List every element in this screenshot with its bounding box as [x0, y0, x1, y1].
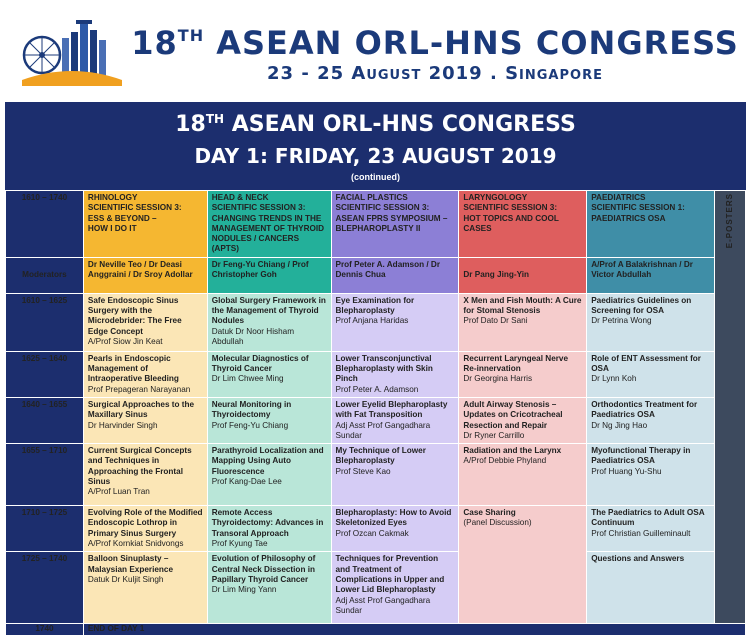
- skyline-logo-icon: [20, 10, 125, 90]
- moderators-row: [6, 257, 746, 293]
- banner-subtitle: 23 - 25 August 2019 . Singapore: [267, 63, 603, 84]
- moderators-rhinology: Dr Neville Teo / Dr Deasi Anggraini / Dr Sroy Adollar: [83, 257, 207, 293]
- talk-cell: Pearls in Endoscopic Management of Intraoperative Bleeding Prof Prepageran Narayanan: [83, 351, 207, 397]
- time-cell: 1640 – 1655: [6, 397, 84, 443]
- time-cell: 1725 – 1740: [6, 552, 84, 624]
- session-header-facial-plastics: FACIAL PLASTICS SCIENTIFIC SESSION 3: ASEAN FPRS SYMPOSIUM – BLEPHAROPLASTY II: [331, 191, 459, 258]
- talk-row: [6, 506, 746, 552]
- banner-title: 18TH ASEAN ORL-HNS CONGRESS: [131, 24, 739, 62]
- talk-row: [6, 552, 746, 624]
- talk-cell: Safe Endoscopic Sinus Surgery with the Microdebrider: The Free Edge Concept A/Prof Siow Jin Keat: [83, 293, 207, 351]
- congress-banner: [0, 0, 750, 100]
- talk-cell: The Paediatrics to Adult OSA Continuum Prof Christian Guilleminault: [587, 506, 715, 552]
- talk-cell: Evolution of Philosophy of Central Neck Dissection in Papillary Thyroid Cancer Dr Lim Ming Yann: [207, 552, 331, 624]
- talk-cell: Surgical Approaches to the Maxillary Sinus Dr Harvinder Singh: [83, 397, 207, 443]
- talk-cell: Parathyroid Localization and Mapping Using Auto Fluorescence Prof Kang-Dae Lee: [207, 444, 331, 506]
- time-cell: 1740: [6, 624, 84, 636]
- time-cell: 1710 – 1725: [6, 506, 84, 552]
- moderators-paediatrics: A/Prof A Balakrishnan / Dr Victor Abdullah: [587, 257, 715, 293]
- end-row: [6, 624, 746, 636]
- talk-cell: Balloon Sinuplasty – Malaysian Experience Datuk Dr Kuljit Singh: [83, 552, 207, 624]
- talk-cell: Role of ENT Assessment for OSA Dr Lynn Koh: [587, 351, 715, 397]
- talk-cell: Questions and Answers: [587, 552, 715, 624]
- session-header-laryngology: LARYNGOLOGY SCIENTIFIC SESSION 3: HOT TOPICS AND COOL CASES: [459, 191, 587, 258]
- talk-cell: Case Sharing (Panel Discussion): [459, 506, 587, 624]
- talk-row: [6, 351, 746, 397]
- session-header-rhinology: RHINOLOGY SCIENTIFIC SESSION 3: ESS & BEYOND – HOW I DO IT: [83, 191, 207, 258]
- talk-row: [6, 397, 746, 443]
- end-of-day-label: END OF DAY 1: [83, 624, 745, 636]
- session-header-row: [6, 191, 746, 258]
- time-cell: 1610 – 1625: [6, 293, 84, 351]
- talk-cell: Techniques for Prevention and Treatment of Complications in Upper and Lower Lid Blepharoplasty Adj Asst Prof Gangadhara Sundar: [331, 552, 459, 624]
- programme-header: [5, 102, 746, 190]
- talk-cell: Global Surgery Framework in the Management of Thyroid Nodules Datuk Dr Noor Hisham Abdullah: [207, 293, 331, 351]
- time-cell: 1625 – 1640: [6, 351, 84, 397]
- talk-cell: Lower Eyelid Blepharoplasty with Fat Transposition Adj Asst Prof Gangadhara Sundar: [331, 397, 459, 443]
- talk-cell: Current Surgical Concepts and Techniques in Approaching the Frontal Sinus A/Prof Luan Tran: [83, 444, 207, 506]
- talk-row: [6, 444, 746, 506]
- talk-cell: Recurrent Laryngeal Nerve Re-innervation Dr Georgina Harris: [459, 351, 587, 397]
- programme-panel: [5, 102, 746, 634]
- programme-title: 18TH ASEAN ORL-HNS CONGRESS: [175, 112, 576, 137]
- session-header-head-neck: HEAD & NECK SCIENTIFIC SESSION 3: CHANGING TRENDS IN THE MANAGEMENT OF THYROID NODULES / CANCERS (APTS): [207, 191, 331, 258]
- talk-cell: Myofunctional Therapy in Paediatrics OSA Prof Huang Yu-Shu: [587, 444, 715, 506]
- programme-continued: (continued): [351, 172, 400, 182]
- talk-row: [6, 293, 746, 351]
- time-cell: 1655 – 1710: [6, 444, 84, 506]
- talk-cell: Evolving Role of the Modified Endoscopic Lothrop in Primary Sinus Surgery A/Prof Kornkiat Snidvongs: [83, 506, 207, 552]
- talk-cell: Radiation and the Larynx A/Prof Debbie Phyland: [459, 444, 587, 506]
- moderators-facial-plastics: Prof Peter A. Adamson / Dr Dennis Chua: [331, 257, 459, 293]
- session-header-paediatrics: PAEDIATRICS SCIENTIFIC SESSION 1: PAEDIATRICS OSA: [587, 191, 715, 258]
- talk-cell: Paediatrics Guidelines on Screening for OSA Dr Petrina Wong: [587, 293, 715, 351]
- talk-cell: Adult Airway Stenosis – Updates on Cricotracheal Resection and Repair Dr Ryner Carrillo: [459, 397, 587, 443]
- time-cell: 1610 – 1740: [6, 191, 84, 258]
- moderators-head-neck: Dr Feng-Yu Chiang / Prof Christopher Goh: [207, 257, 331, 293]
- moderators-label: Moderators: [6, 257, 84, 293]
- talk-cell: Lower Transconjunctival Blepharoplasty with Skin Pinch Prof Peter A. Adamson: [331, 351, 459, 397]
- talk-cell: My Technique of Lower Blepharoplasty Prof Steve Kao: [331, 444, 459, 506]
- programme-day: DAY 1: FRIDAY, 23 AUGUST 2019: [194, 144, 557, 168]
- programme-table: [5, 190, 746, 636]
- eposters-column: E-POSTERS: [714, 191, 745, 624]
- talk-cell: X Men and Fish Mouth: A Cure for Stomal Stenosis Prof Dato Dr Sani: [459, 293, 587, 351]
- talk-cell: Molecular Diagnostics of Thyroid Cancer Dr Lim Chwee Ming: [207, 351, 331, 397]
- talk-cell: Remote Access Thyroidectomy: Advances in Transoral Approach Prof Kyung Tae: [207, 506, 331, 552]
- talk-cell: Eye Examination for Blepharoplasty Prof Anjana Haridas: [331, 293, 459, 351]
- moderators-laryngology: Dr Pang Jing-Yin: [459, 257, 587, 293]
- talk-cell: Neural Monitoring in Thyroidectomy Prof Feng-Yu Chiang: [207, 397, 331, 443]
- talk-cell: Orthodontics Treatment for Paediatrics OSA Dr Ng Jing Hao: [587, 397, 715, 443]
- talk-cell: Blepharoplasty: How to Avoid Skeletonized Eyes Prof Ozcan Cakmak: [331, 506, 459, 552]
